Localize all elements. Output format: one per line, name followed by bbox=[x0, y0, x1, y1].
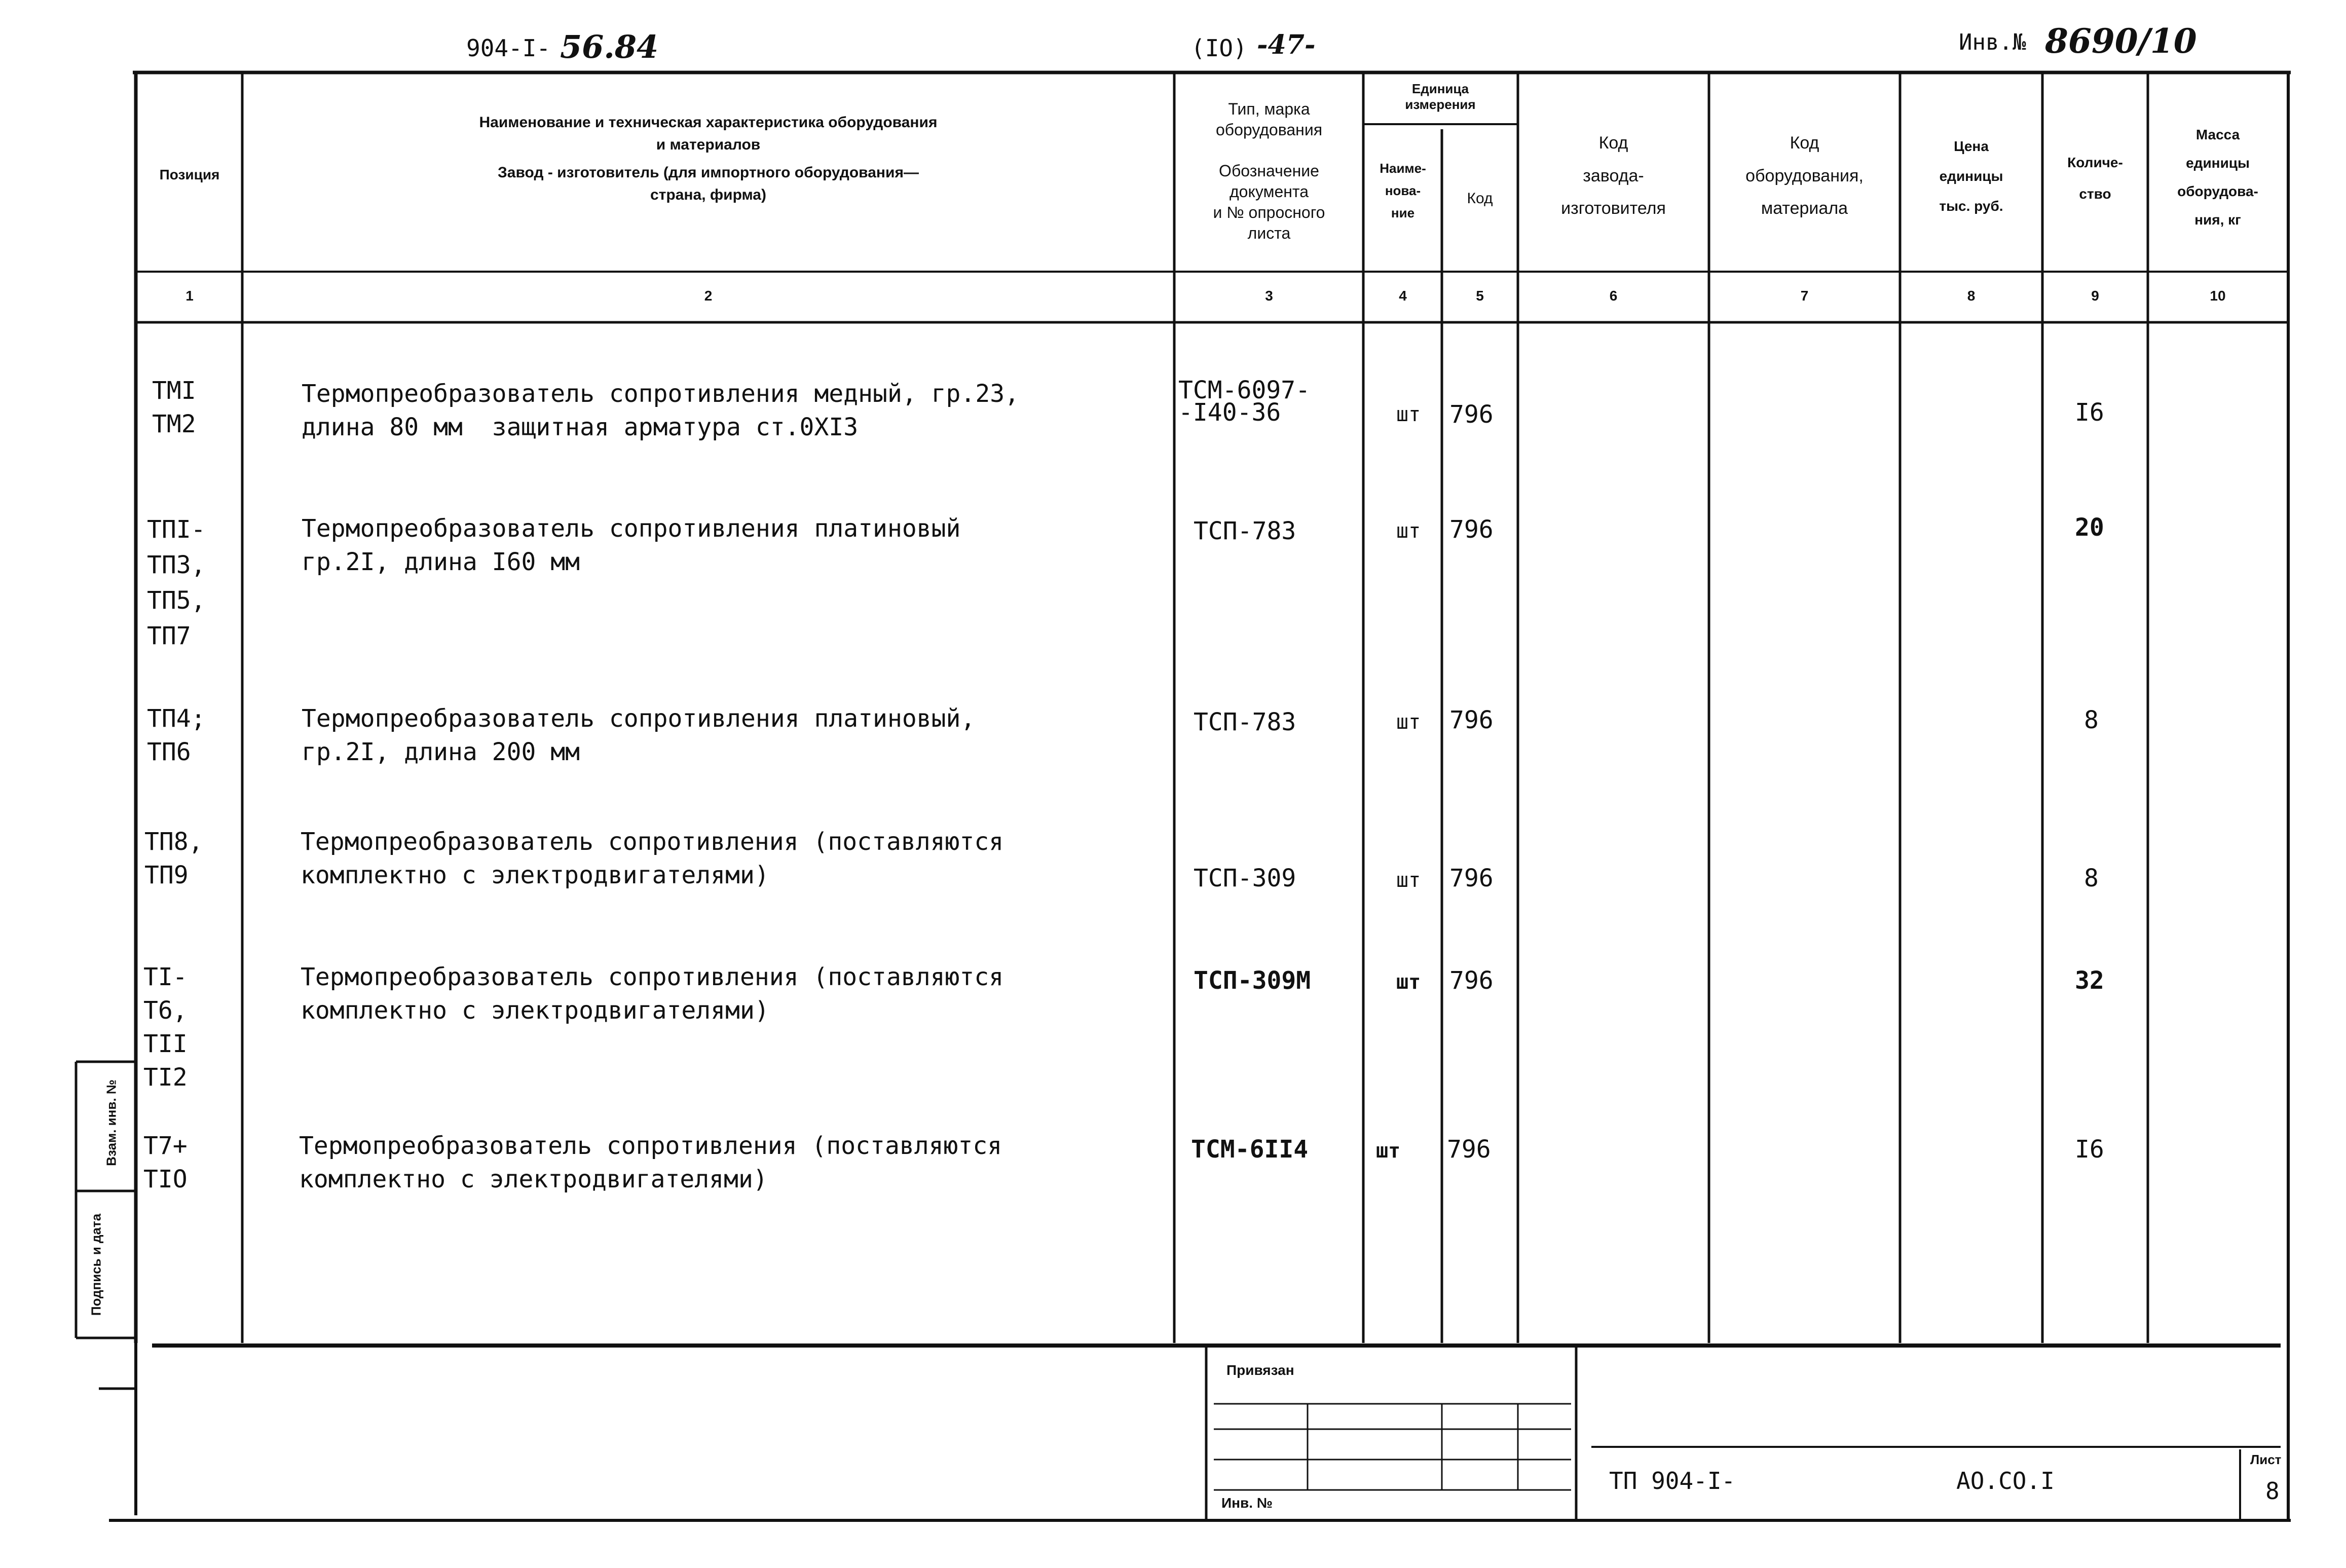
doc-code: ТП 904-I- bbox=[1609, 1467, 1736, 1495]
row-code: 796 bbox=[1449, 515, 1494, 544]
col-number: 7 bbox=[1800, 288, 1809, 304]
row-position: ТПI- ТП3, ТП5, ТП7 bbox=[147, 515, 206, 650]
row-unit: шт bbox=[1396, 403, 1421, 426]
col-number: 5 bbox=[1476, 288, 1484, 304]
col-header-unit-code: Код bbox=[1467, 190, 1493, 207]
col-number: 10 bbox=[2210, 288, 2226, 304]
page-number: (IO) bbox=[1191, 34, 1247, 62]
col-header-quantity: Количе- ство bbox=[2067, 155, 2123, 202]
inv-number-handwritten: 8690/10 bbox=[2045, 21, 2197, 61]
side-stamp-signature-date: Подпись и дата bbox=[88, 1213, 104, 1316]
row-type: ТСМ-6II4 bbox=[1191, 1135, 1309, 1164]
row-unit: шт bbox=[1396, 869, 1421, 892]
col-number: 2 bbox=[704, 288, 713, 304]
row-quantity: 32 bbox=[2075, 966, 2104, 995]
row-quantity: 8 bbox=[2084, 864, 2099, 892]
row-code: 796 bbox=[1449, 864, 1494, 892]
row-name: Термопреобразователь сопротивления (поставляются комплектно с электродвигателями) bbox=[301, 963, 1004, 1025]
col-number: 8 bbox=[1967, 288, 1976, 304]
page-number-handwritten: -47- bbox=[1257, 29, 1316, 60]
row-code: 796 bbox=[1449, 966, 1494, 995]
row-quantity: I6 bbox=[2075, 398, 2104, 427]
col-number: 4 bbox=[1399, 288, 1407, 304]
row-quantity: 20 bbox=[2075, 513, 2104, 542]
row-name: Термопреобразователь сопротивления медный, гр.23, длина 80 мм защитная арматура ст.0XI3 bbox=[302, 380, 1020, 441]
row-position: TMI TM2 bbox=[152, 377, 196, 438]
row-unit: шт bbox=[1396, 970, 1421, 994]
unit-group-header: Единица измерения bbox=[1405, 81, 1476, 113]
row-position: ТП8, ТП9 bbox=[144, 828, 203, 889]
col-header-factory-code: Код завода- изготовителя bbox=[1561, 133, 1666, 218]
row-type: ТСП-783 bbox=[1194, 708, 1296, 736]
row-code: 796 bbox=[1447, 1135, 1491, 1164]
row-position: ТП4; ТП6 bbox=[147, 704, 206, 766]
col-number: 3 bbox=[1265, 288, 1273, 304]
row-type: ТСП-783 bbox=[1194, 517, 1296, 545]
row-name: Термопреобразователь сопротивления платиновый, гр.2I, длина 200 мм bbox=[302, 704, 976, 766]
row-position: T7+ TIO bbox=[143, 1132, 188, 1193]
row-unit: шт bbox=[1376, 1139, 1401, 1163]
row-name: Термопреобразователь сопротивления платиновый гр.2I, длина I60 мм bbox=[302, 514, 961, 576]
inv-label: Инв.№ bbox=[1959, 29, 2026, 55]
col-header-name: Наименование и техническая характеристика оборудования и материалов Завод - изготовитель (для импортного оборудования— страна, фирма) bbox=[479, 114, 938, 203]
row-unit: шт bbox=[1396, 711, 1421, 734]
privyazan-label: Привязан bbox=[1226, 1362, 1294, 1378]
col-header-equipment-code: Код оборудования, материала bbox=[1745, 133, 1864, 218]
row-code: 796 bbox=[1449, 706, 1494, 734]
row-position: TI- T6, TII TI2 bbox=[143, 963, 188, 1092]
sheet-label: Лист bbox=[2250, 1452, 2282, 1467]
row-name: Термопреобразователь сопротивления (поставляются комплектно с электродвигателями) bbox=[301, 828, 1004, 889]
row-quantity: I6 bbox=[2075, 1135, 2104, 1164]
row-code: 796 bbox=[1449, 400, 1494, 429]
col-header-price: Цена единицы тыс. руб. bbox=[1939, 138, 2003, 214]
col-number: 1 bbox=[185, 288, 194, 304]
col-header-unit-name: Наиме- нова- ние bbox=[1380, 161, 1426, 221]
row-type: ТСМ-6097- -I40-36 bbox=[1178, 376, 1311, 427]
sheet-number: 8 bbox=[2265, 1477, 2280, 1505]
designation-handwritten: 56.84 bbox=[560, 28, 659, 65]
designation-prefix: 904-I- bbox=[466, 34, 551, 62]
row-quantity: 8 bbox=[2084, 706, 2099, 734]
row-unit: шт bbox=[1396, 519, 1421, 543]
row-type: ТСП-309М bbox=[1194, 966, 1311, 995]
col-header-position: Позиция bbox=[159, 167, 220, 182]
side-stamp-replacement-inv: Взам. инв. № bbox=[103, 1079, 119, 1166]
row-name: Термопреобразователь сопротивления (поставляются комплектно с электродвигателями) bbox=[299, 1132, 1002, 1193]
col-number: 9 bbox=[2091, 288, 2099, 304]
col-header-type: Тип, марка оборудования Обозначение документа и № опросного листа bbox=[1213, 100, 1325, 242]
col-number: 6 bbox=[1609, 288, 1618, 304]
row-type: ТСП-309 bbox=[1194, 864, 1296, 892]
inv-no-label: Инв. № bbox=[1221, 1495, 1273, 1511]
doc-mark: АО.СО.I bbox=[1956, 1467, 2055, 1495]
col-header-mass: Масса единицы оборудова- ния, кг bbox=[2177, 127, 2258, 228]
